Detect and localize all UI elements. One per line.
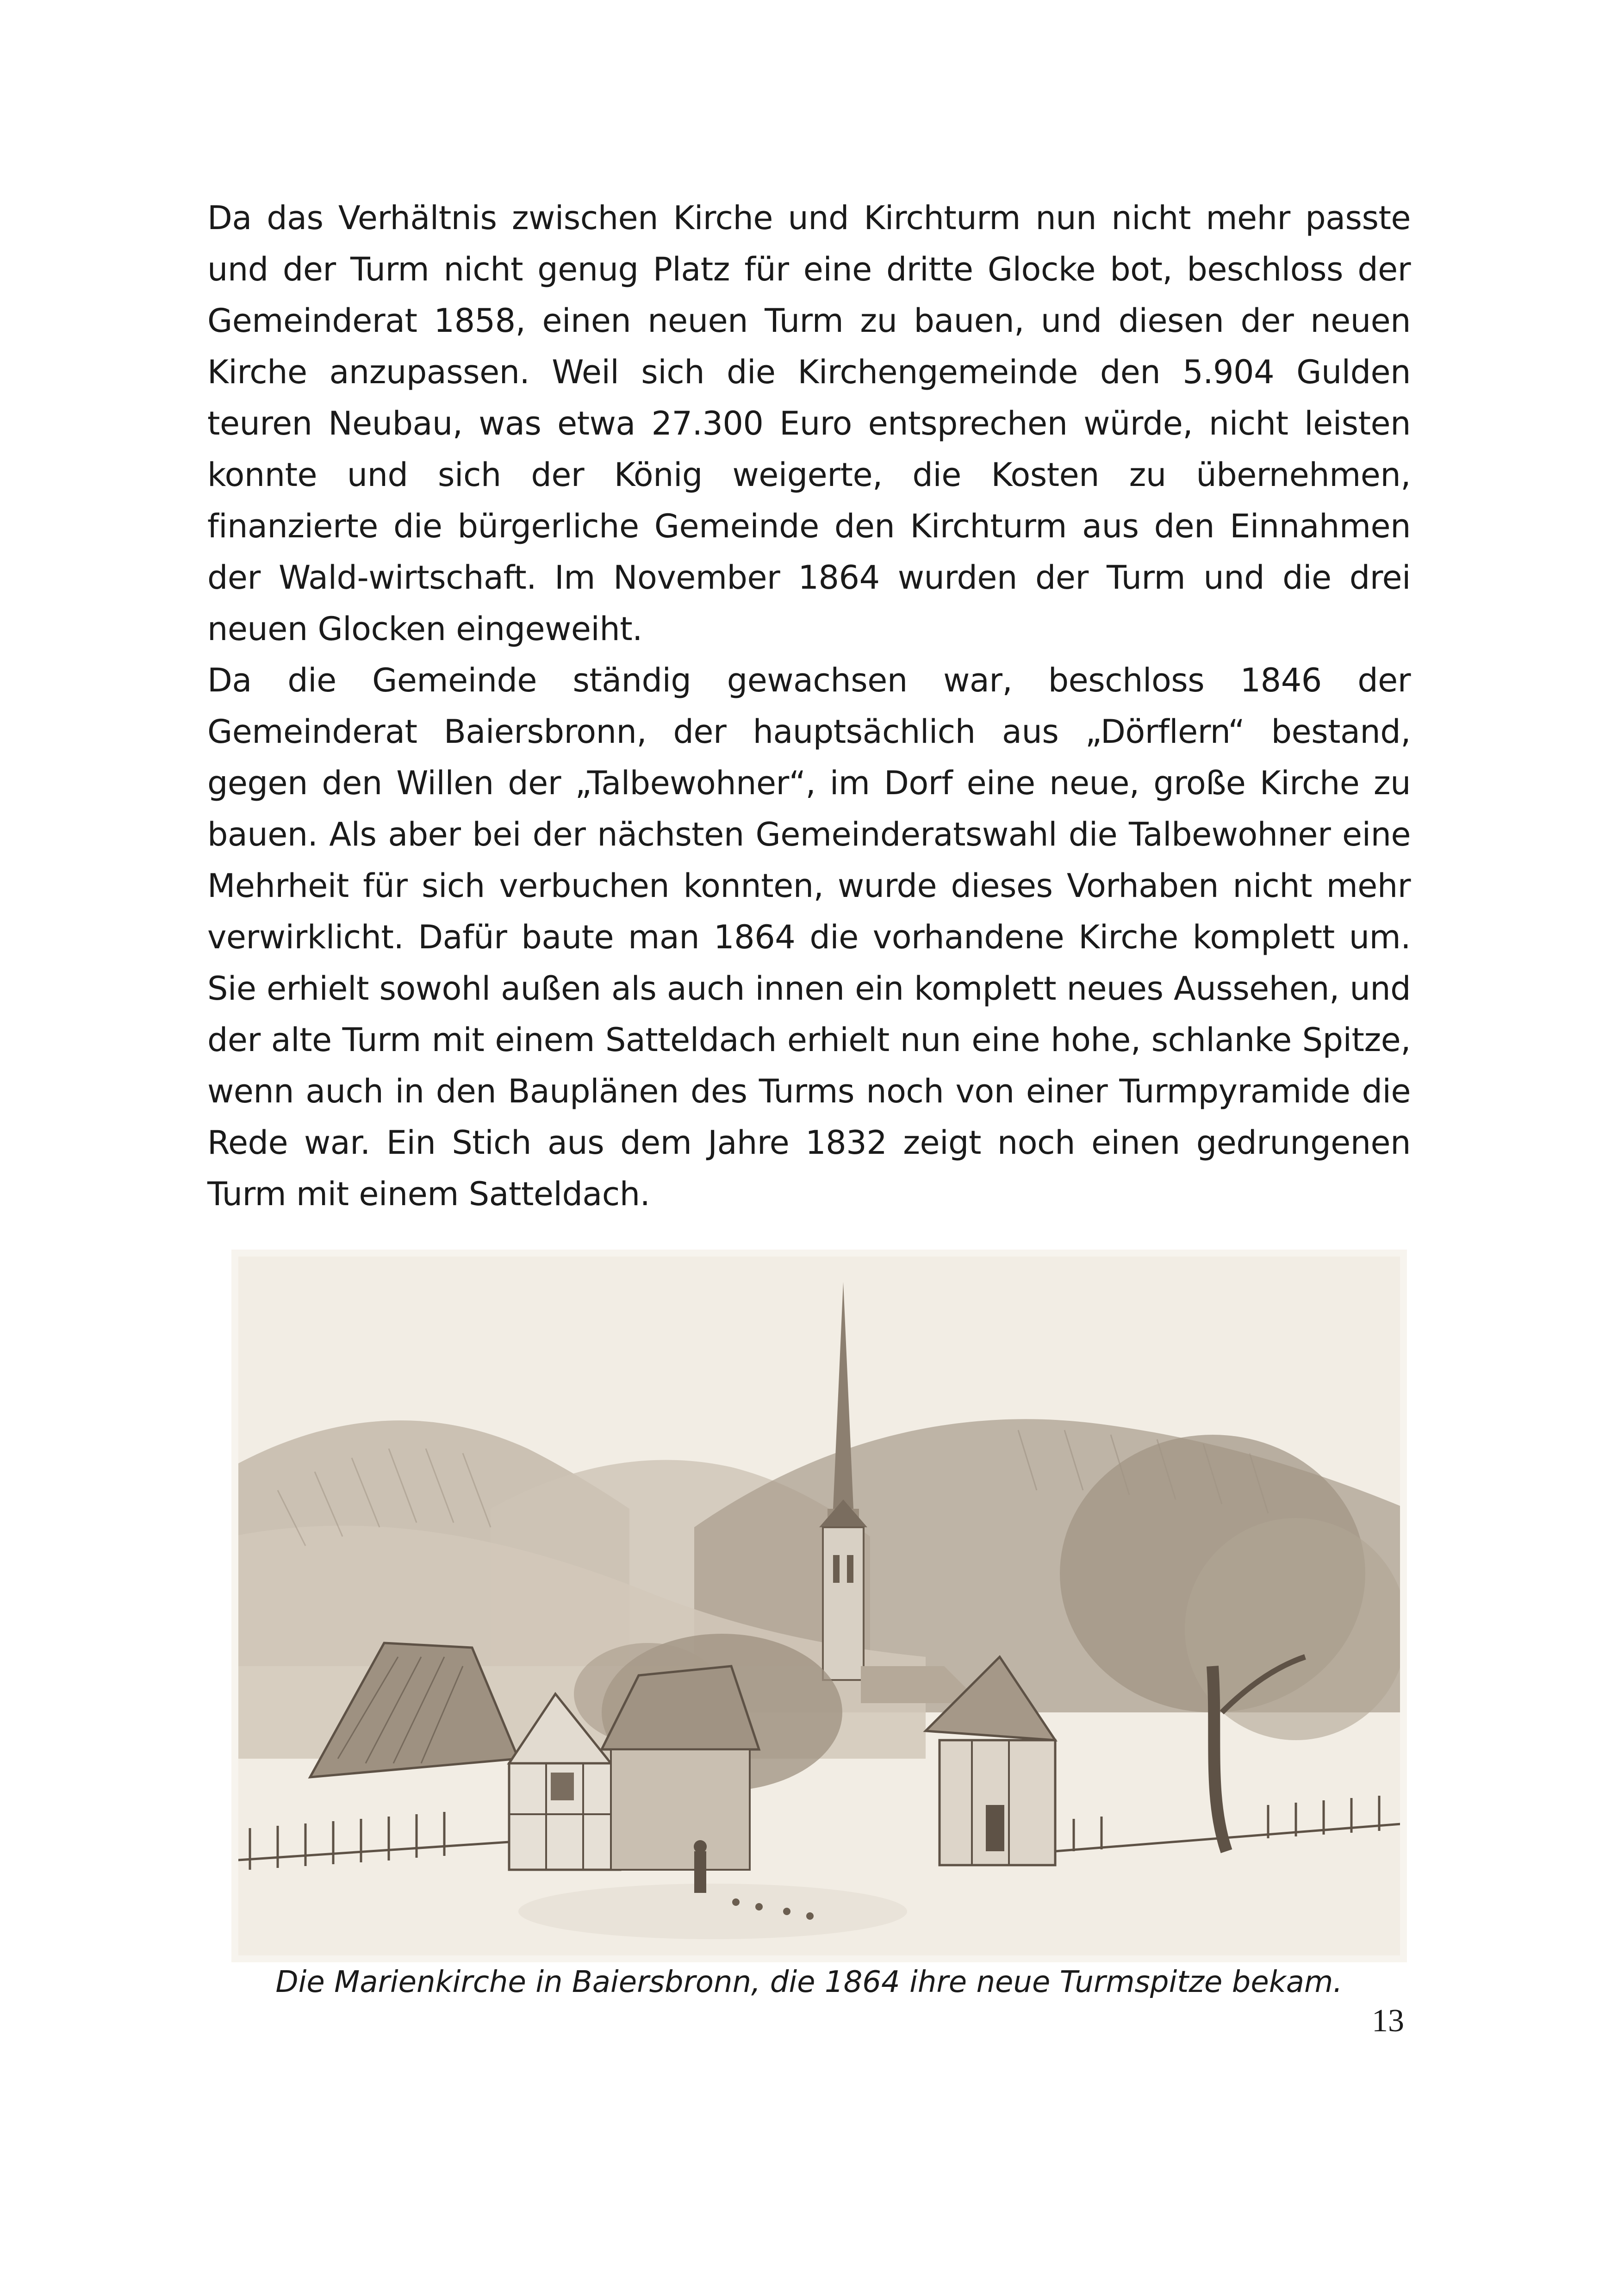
page-number: 13 (1372, 2003, 1404, 2039)
paragraph-1: Da das Verhältnis zwischen Kirche und Kirchturm nun nicht mehr passte und der Turm nicht genug Platz für eine dritte Glocke bot, beschloss der Gemeinderat 1858, einen neuen Turm zu bauen, und diesen der neuen Kirche anzupassen. Weil sich die Kirchengemeinde den 5.904 Gulden teuren Neubau, was etwa 27.300 Euro entsprechen würde, nicht leisten konnte und sich der König weigerte, die Kosten zu übernehmen, finanzierte die bürgerliche Gemeinde den Kirchturm aus den Einnahmen der Wald-wirtschaft. Im November 1864 wurden der Turm und die drei neuen Glocken eingeweiht. (207, 199, 1411, 648)
body-text (207, 193, 1411, 1220)
paragraph-2: Da die Gemeinde ständig gewachsen war, beschloss 1846 der Gemeinderat Baiersbronn, der hauptsächlich aus „Dörflern“ bestand, gegen den Willen der „Talbewohner“, im Dorf eine neue, große Kirche zu bauen. Als aber bei der nächsten Gemeinderatswahl die Talbewohner eine Mehrheit für sich verbuchen konnten, wurde dieses Vorhaben nicht mehr verwirklicht. Dafür baute man 1864 die vorhandene Kirche komplett um. Sie erhielt sowohl außen als auch innen ein komplett neues Aussehen, und der alte Turm mit einem Satteldach erhielt nun eine hohe, schlanke Spitze, wenn auch in den Bauplänen des Turms noch von einer Turmpyramide die Rede war. Ein Stich aus dem Jahre 1832 zeigt noch einen gedrungenen Turm mit einem Satteldach. (207, 661, 1411, 1213)
figure-caption: Die Marienkirche in Baiersbronn, die 1864 ihre neue Turmspitze bekam. (275, 1965, 1343, 1999)
church-sketch-image (231, 1250, 1407, 1962)
